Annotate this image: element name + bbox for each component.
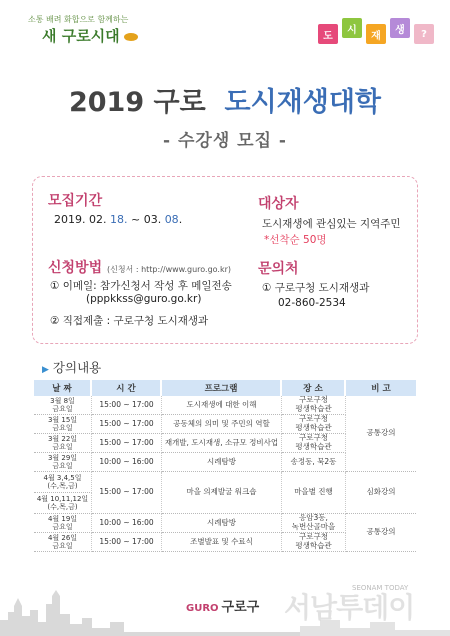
row-date: 3월 29일 금요일 [34,453,92,472]
col-place: 장 소 [282,380,346,396]
table-row [34,472,416,493]
period-text: 2019. 02. 18. ~ 03. 08. [54,213,183,226]
contact-line1: ① 구로구청 도시재생과 [262,282,370,294]
row-date: 3월 15일 금요일 [34,415,92,434]
row-date: 4월 3,4,5일 (수,목,금) [34,472,92,493]
row-time: 15:00 ~ 17:00 [92,472,162,514]
slogan-title: 새 구로시대 [42,27,120,45]
guro-mark: GURO [186,603,219,614]
method-line2: (pppkkss@guro.go.kr) [86,293,202,305]
col-time: 시 간 [92,380,162,396]
col-note: 비 고 [346,380,416,396]
row-note: 심화강의 [346,472,416,514]
guro-gu-name: 구로구 [221,600,260,615]
row-place: 구로구청 평생학습관 [282,533,346,552]
row-date: 3월 8일 금요일 [34,396,92,415]
row-note: 공통강의 [346,396,416,472]
method-heading: 신청방법 (신청서 : http://www.guro.go.kr) [48,260,231,276]
row-program: 조별발표 및 수료식 [162,533,282,552]
row-place: 구로구청 평생학습관 [282,396,346,415]
row-time: 15:00 ~ 17:00 [92,434,162,453]
title-year: 2019 구로 [68,87,206,118]
row-place: 마을별 진행 [282,472,346,514]
page-subtitle: - 수강생 모집 - [163,131,287,151]
row-time: 15:00 ~ 17:00 [92,396,162,415]
row-time: 15:00 ~ 17:00 [92,533,162,552]
tile-question: ? [414,24,434,44]
row-program: 마을 의제발굴 워크숍 [162,472,282,514]
contact-heading: 문의처 [258,261,299,277]
row-program: 시례탐방 [162,453,282,472]
page-title [0,80,450,119]
swirl-icon [124,33,138,41]
triangle-bullet-icon: ▶ [42,365,49,375]
row-time: 10:00 ~ 16:00 [92,453,162,472]
table-row [34,396,416,415]
row-note: 공통강의 [346,514,416,552]
row-place: 응암3동, 녹번산골마을 [282,514,346,533]
method-line1: ① 이메일: 참가신청서 작성 후 메일전송 [50,280,232,292]
row-program: 시례탐방 [162,514,282,533]
contact-line2: 02-860-2534 [278,297,346,309]
row-program: 도시재생에 대한 이해 [162,396,282,415]
row-time: 10:00 ~ 16:00 [92,514,162,533]
table-row [34,514,416,533]
district-slogan-logo [28,14,148,54]
target-heading: 대상자 [258,196,299,212]
col-program: 프로그램 [162,380,282,396]
tile-saeng: 생 [390,18,410,38]
tile-jae: 재 [366,24,386,44]
slogan-line: 소통 배려 화합으로 함께하는 [28,15,129,24]
row-date: 4월 19일 금요일 [34,514,92,533]
row-place: 구로구청 평생학습관 [282,434,346,453]
row-program: 재개발, 도시재생, 소규모 정비사업 [162,434,282,453]
col-date: 날 짜 [34,380,92,396]
title-highlight: 도시재생대학 [224,87,382,118]
target-line2: *선착순 50명 [264,234,327,246]
tile-do: 도 [318,24,338,44]
target-line1: 도시재생에 관심있는 지역주민 [262,218,401,230]
watermark: 서남투데이 [284,591,415,624]
schedule-table [34,380,416,552]
tile-si: 시 [342,18,362,38]
row-date: 4월 26일 금요일 [34,533,92,552]
row-place: 구로구청 평생학습관 [282,415,346,434]
row-date: 3월 22일 금요일 [34,434,92,453]
method-line3: ② 직접제출 : 구로구청 도시재생과 [50,315,209,327]
row-program: 공동체의 의미 및 주민의 역할 [162,415,282,434]
city-regeneration-tiles [316,14,436,44]
row-place: 송정동, 묵2동 [282,453,346,472]
watermark-subtitle: SEONAM TODAY [352,584,409,592]
method-site: (신청서 : http://www.guro.go.kr) [106,265,231,274]
schedule-heading: ▶ 강의내용 [42,360,102,375]
period-heading: 모집기간 [48,193,103,209]
table-header-row [34,380,416,396]
row-date: 4월 10,11,12일 (수,목,금) [34,493,92,514]
guro-gu-logo [186,596,259,615]
row-time: 15:00 ~ 17:00 [92,415,162,434]
